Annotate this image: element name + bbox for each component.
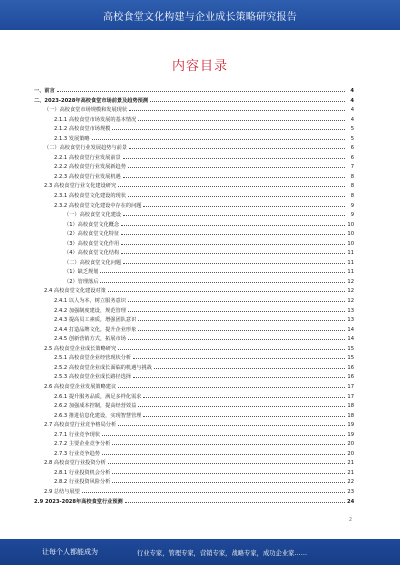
toc-entry-page: 15 (347, 355, 354, 362)
toc-entry-text: 2.7 高校食堂行业竞争格局分析 (44, 422, 117, 429)
toc-leader-dots (100, 267, 345, 273)
toc-entry-text: 2.4 高校食堂文化建设对策 (44, 288, 106, 295)
toc-entry-text: 2.1.3 发展策略 (54, 135, 90, 142)
toc-entry-text: 2.4.3 提高员工素质，增强团队意识 (54, 317, 137, 324)
toc-leader-dots (123, 172, 345, 178)
toc-leader-dots (118, 420, 345, 426)
toc-leader-dots (82, 487, 345, 493)
toc-entry-page: 4 (350, 97, 354, 104)
toc-entry[interactable] (34, 191, 354, 201)
toc-entry-page: 6 (350, 145, 354, 152)
toc-leader-dots (121, 220, 345, 226)
toc-entry-text: 2.8 高校食堂行业投资分析 (44, 460, 106, 467)
toc-leader-dots (102, 449, 345, 455)
toc-entry[interactable] (34, 468, 354, 478)
toc-entry-page: 20 (347, 450, 354, 457)
toc-leader-dots (128, 162, 345, 168)
toc-entry[interactable] (34, 401, 354, 411)
toc-entry-text: 2.1.2 高校食堂市场规模 (54, 126, 111, 133)
toc-entry-text: 一、前言 (34, 88, 55, 94)
toc-entry-text: 2.5.1 高校食堂企业经营现状分析 (54, 355, 132, 362)
toc-entry[interactable] (34, 172, 354, 182)
toc-entry[interactable] (34, 344, 354, 354)
toc-leader-dots (138, 315, 345, 321)
toc-leader-dots (118, 382, 345, 388)
toc-entry[interactable] (34, 325, 354, 335)
toc-entry-text: 2.4.1 以人为本，树立服务意识 (54, 298, 126, 305)
toc-leader-dots (123, 210, 345, 216)
toc-leader-dots (121, 239, 345, 245)
toc-leader-dots (128, 306, 345, 312)
toc-entry[interactable] (34, 162, 354, 172)
toc-entry-page: 17 (347, 383, 354, 390)
toc-entry[interactable] (34, 382, 354, 392)
toc-entry-page: 9 (350, 212, 354, 219)
toc-entry-page: 11 (347, 269, 354, 276)
toc-leader-dots (133, 353, 345, 359)
toc-entry[interactable] (34, 201, 354, 211)
toc-entry-page: 15 (347, 345, 354, 352)
toc-entry[interactable] (34, 487, 354, 497)
toc-entry-text: 2.4.5 创新营销方式，拓展市场 (54, 336, 126, 343)
toc-entry-text: 2.5.3 高校食堂企业成长路径选择 (54, 374, 132, 381)
toc-leader-dots (125, 497, 345, 503)
toc-entry-text: 2.3 高校食堂行业文化建设研究 (44, 183, 117, 190)
toc-entry[interactable] (34, 105, 354, 115)
toc-leader-dots (108, 458, 345, 464)
toc-leader-dots (143, 411, 345, 417)
toc-entry[interactable] (34, 392, 354, 402)
toc-leader-dots (133, 372, 345, 378)
toc-leader-dots (121, 248, 345, 254)
toc-entry[interactable] (34, 420, 354, 430)
toc-entry-page: 17 (347, 393, 354, 400)
toc-entry[interactable] (34, 277, 354, 287)
toc-entry-text: （2）高校食堂文化特征 (64, 231, 120, 238)
toc-entry-text: 2.6 高校食堂企业发展策略建议 (44, 383, 117, 390)
toc-entry[interactable] (34, 458, 354, 468)
toc-entry[interactable] (34, 449, 354, 459)
toc-entry-text: （4）高校食堂文化结构 (64, 250, 120, 257)
document-title: 高校食堂文化构建与企业成长策略研究报告 (103, 11, 297, 23)
toc-leader-dots (138, 115, 345, 121)
toc-leader-dots (92, 134, 345, 140)
toc-entry-page: 10 (347, 231, 354, 238)
toc-leader-dots (128, 296, 345, 302)
toc-leader-dots (121, 229, 345, 235)
toc-entry-text: 2.4.2 加强制度建设，规范管理 (54, 307, 126, 314)
toc-heading: 内容目录 (171, 59, 228, 74)
toc-entry-page: 12 (347, 278, 354, 285)
toc-leader-dots (102, 430, 345, 436)
toc-entry-text: 2.6.2 加强成本控制，提高经营效益 (54, 403, 137, 410)
toc-entry[interactable] (34, 372, 354, 382)
toc-leader-dots (118, 344, 345, 350)
toc-entry[interactable] (34, 363, 354, 373)
toc-leader-dots (123, 153, 345, 159)
toc-entry[interactable] (34, 220, 354, 230)
toc-entry-text: 2.7.3 行业竞争趋势 (54, 450, 100, 457)
document-header-bar (0, 0, 400, 30)
toc-entry-page: 18 (347, 403, 354, 410)
toc-entry[interactable] (34, 477, 354, 487)
toc-entry-text: 2.6.1 提升服务品质，满足多样化需求 (54, 393, 142, 400)
toc-entry-page: 5 (350, 126, 354, 133)
toc-entry-page: 18 (347, 412, 354, 419)
toc-entry[interactable] (34, 267, 354, 277)
toc-entry[interactable] (34, 153, 354, 163)
toc-entry-text: 2.6.3 推进信息化建设，实现智慧管理 (54, 412, 142, 419)
toc-entry-page: 9 (350, 202, 354, 209)
toc-leader-dots (143, 392, 345, 398)
toc-entry[interactable] (34, 439, 354, 449)
toc-entry-page: 14 (347, 326, 354, 333)
toc-entry-text: 2.2.3 高校食堂行业发展机遇 (54, 173, 121, 180)
toc-entry[interactable] (34, 239, 354, 249)
toc-entry-page: 23 (347, 488, 354, 495)
toc-entry-text: 2.7.1 行业竞争现状 (54, 431, 100, 438)
toc-entry-text: （二）高校食堂文化问题 (64, 259, 122, 266)
toc-entry[interactable] (34, 229, 354, 239)
toc-entry[interactable] (34, 286, 354, 296)
toc-entry-text: 2.3.2 高校食堂文化建设中存在的问题 (54, 202, 142, 209)
toc-entry-page: 16 (347, 364, 354, 371)
toc-leader-dots (143, 201, 345, 207)
toc-entry-text: 2.5.2 高校食堂企业成长面临的机遇与挑战 (54, 364, 152, 371)
toc-entry[interactable] (34, 248, 354, 258)
toc-entry-page: 4 (350, 116, 354, 123)
toc-entry-page: 21 (347, 460, 354, 467)
toc-entry-text: 2.8.1 行业投资机会分析 (54, 469, 111, 476)
toc-entry-text: 2.3.1 高校食堂文化建设的现状 (54, 193, 126, 200)
toc-leader-dots (118, 181, 345, 187)
toc-entry-text: （1）缺乏规划 (64, 269, 99, 276)
toc-entry-text: 2.5 高校食堂企业成长策略研究 (44, 345, 117, 352)
toc-entry-text: 2.7.2 主要企业竞争分析 (54, 441, 111, 448)
toc-entry-text: （1）高校食堂文化概念 (64, 221, 120, 228)
toc-entry-page: 4 (350, 88, 354, 94)
toc-entry-page: 16 (347, 374, 354, 381)
toc-entry[interactable] (34, 115, 354, 125)
toc-entry-page: 11 (347, 259, 354, 266)
toc-leader-dots (128, 334, 345, 340)
toc-entry-page: 14 (347, 336, 354, 343)
toc-entry-page: 22 (347, 479, 354, 486)
toc-leader-dots (112, 477, 345, 483)
toc-entry-text: （一）高校食堂文化建设 (64, 212, 122, 219)
toc-entry[interactable] (34, 210, 354, 220)
footer-slogan-left: 让每个人都能成为 (42, 548, 98, 556)
toc-entry[interactable] (34, 353, 354, 363)
toc-entry-text: 2.4.4 打造品牌文化，提升企业形象 (54, 326, 137, 333)
document-footer-bar (0, 539, 400, 565)
toc-leader-dots (112, 439, 345, 445)
toc-entry-text: （二）高校食堂行业发展趋势与前景 (44, 145, 128, 152)
toc-entry-page: 6 (350, 154, 354, 161)
toc-entry-page: 13 (347, 317, 354, 324)
toc-entry-page: 8 (350, 173, 354, 180)
toc-entry-page: 10 (347, 221, 354, 228)
toc-entry-page: 12 (347, 298, 354, 305)
toc-entry-page: 19 (347, 422, 354, 429)
toc-entry-page: 19 (347, 431, 354, 438)
toc-leader-dots (128, 191, 345, 197)
toc-entry-page: 5 (350, 135, 354, 142)
toc-entry[interactable] (34, 86, 354, 96)
toc-entry-page: 7 (350, 164, 354, 171)
toc-entry-text: 2.1.1 高校食堂市场发展的基本情况 (54, 116, 137, 123)
toc-entry-text: （3）高校食堂文化作用 (64, 240, 120, 247)
toc-leader-dots (123, 258, 345, 264)
toc-entry-text: 2.9 总结与展望 (44, 488, 80, 495)
footer-slogan-right: 行业专家，管理专家，营销专家，战略专家，成功企业家…… (137, 549, 308, 557)
toc-entry-page: 13 (347, 307, 354, 314)
toc-entry-page: 8 (350, 193, 354, 200)
toc-leader-dots (112, 468, 345, 474)
toc-entry-page: 4 (350, 107, 354, 114)
toc-entry-page: 8 (350, 183, 354, 190)
toc-leader-dots (112, 124, 345, 130)
toc-entry[interactable] (34, 143, 354, 153)
toc-leader-dots (150, 96, 345, 102)
toc-entry-text: （2）管理落后 (64, 278, 99, 285)
toc-entry[interactable] (34, 411, 354, 421)
toc-leader-dots (100, 277, 345, 283)
toc-entry[interactable] (34, 306, 354, 316)
toc-entry[interactable] (34, 96, 354, 106)
toc-entry[interactable] (34, 334, 354, 344)
toc-entry-page: 12 (347, 288, 354, 295)
toc-entry[interactable] (34, 430, 354, 440)
toc-entry-page: 24 (347, 498, 355, 505)
toc-entry-page: 11 (347, 250, 354, 257)
toc-entry[interactable] (34, 497, 354, 507)
toc-entry-page: 21 (347, 469, 354, 476)
toc-entry-text: （一）高校食堂市场规模和发展现状 (44, 107, 128, 114)
toc-entry-page: 10 (347, 240, 354, 247)
toc-leader-dots (154, 363, 345, 369)
toc-entry[interactable] (34, 315, 354, 325)
toc-leader-dots (138, 325, 345, 331)
toc-entry-text: 2.2.1 高校食堂行业发展前景 (54, 154, 121, 161)
toc-entry[interactable] (34, 124, 354, 134)
table-of-contents (34, 86, 354, 506)
toc-entry-text: 2.8.2 行业投资风险分析 (54, 479, 111, 486)
toc-entry-page: 20 (347, 441, 354, 448)
toc-entry[interactable] (34, 296, 354, 306)
toc-entry[interactable] (34, 134, 354, 144)
toc-entry[interactable] (34, 258, 354, 268)
toc-entry-text: 2.2.2 高校食堂行业发展新趋势 (54, 164, 126, 171)
toc-entry-text: 2.9 2023-2028年高校食堂行业预测 (34, 498, 123, 505)
toc-leader-dots (57, 86, 345, 92)
toc-entry[interactable] (34, 181, 354, 191)
toc-leader-dots (138, 401, 345, 407)
toc-entry-text: 二、2023-2028年高校食堂市场前景及趋势预测 (34, 97, 149, 104)
toc-leader-dots (129, 105, 345, 111)
toc-leader-dots (129, 143, 345, 149)
toc-leader-dots (108, 286, 345, 292)
page-number: 2 (348, 517, 352, 523)
